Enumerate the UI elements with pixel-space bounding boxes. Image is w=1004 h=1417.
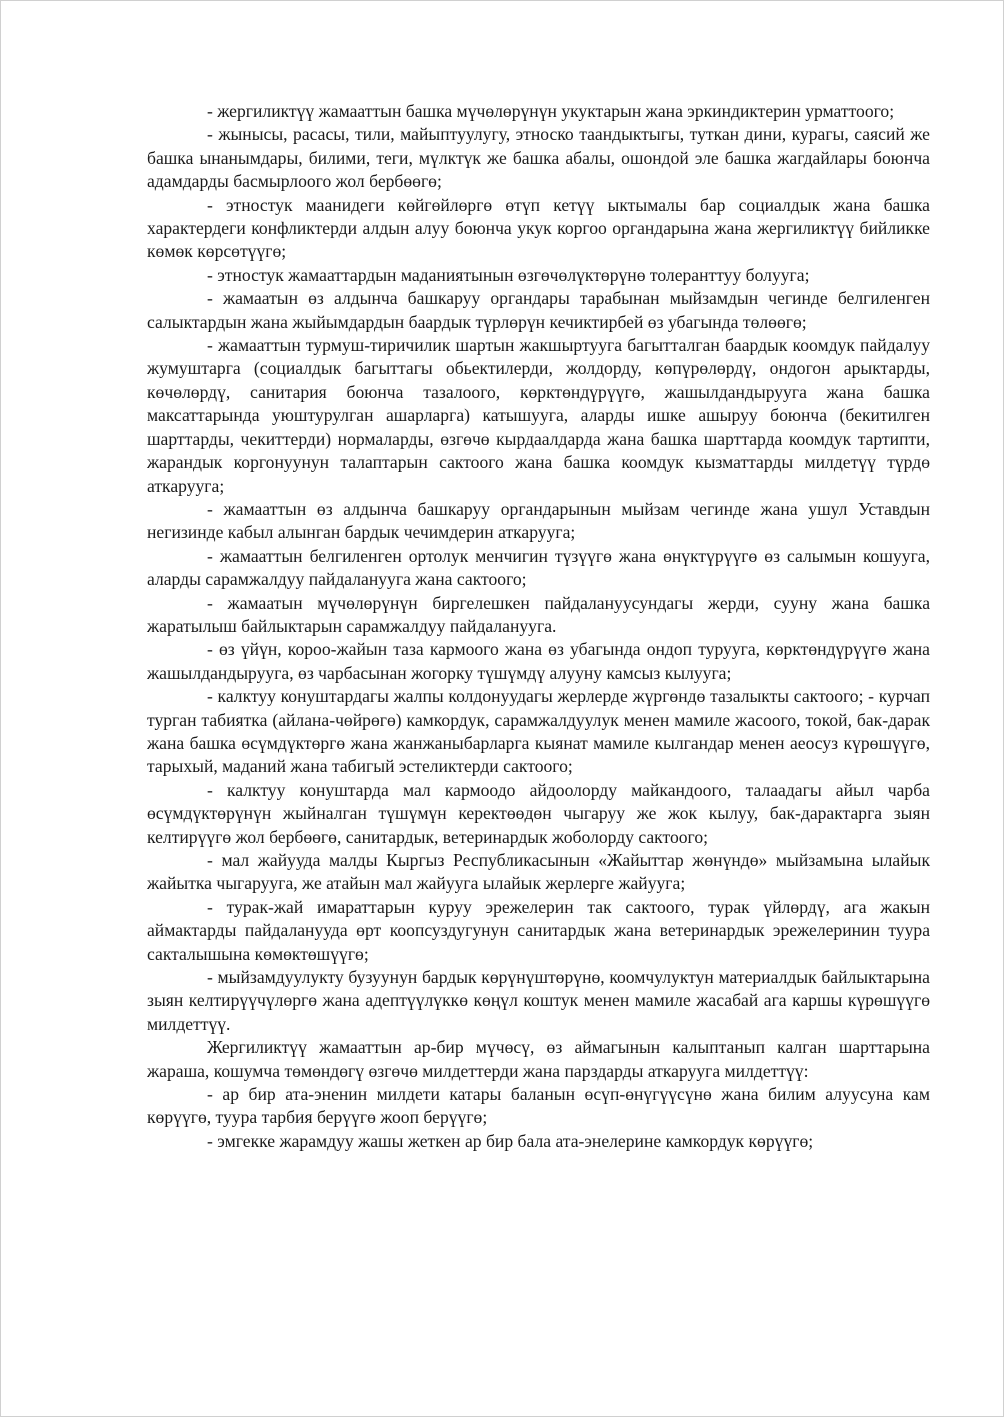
paragraph-livestock-keeping: - калктуу конуштарда мал кармоодо айдоолорду майкандоого, талаадагы айыл чарба өсүмдүктөрүнүн жыйналган түшүмүн керектөөдөн чыгаруу же жок кылуу, бак-дарактарга зыян келтирүүгө жол бербөөгө, санитардык, ветеринардык жоболорду сактоого; [147, 779, 930, 847]
paragraph-public-works: - жамааттын турмуш-тиричилик шартын жакшыртууга багытталган баардык коомдук пайдалуу жумуштарга (социалдык багыттагы обьектилерди, жолдорду, көпүрөлөрдү, ондогон арыктарды, көчөлөрдү, санитария боюнча тазалоого, көрктөндүрүүгө, жашылдандырууга жана башка максаттарында уюштурулган ашарларга) катышууга, аларды ишке ашыруу боюнча (бекитилген шарттарды, чекиттерди) нормаларды, өзгөчө кырдаалдарда жана башка шарттарда коомдук тартипти, жарандык коргонуунун талаптарын сактоого жана башка коомдук кызматтарды милдетүү түрдө аткарууга; [147, 335, 930, 496]
paragraph-parents: - ар бир ата-эненин милдети катары баланын өсүп-өнүгүүсүнө жана билим алуусуна кам көрүүгө, туура тарбия берүүгө жооп берүүгө; [147, 1084, 930, 1128]
paragraph-natural-resources: - жамаатын мүчөлөрүнүн биргелешкен пайдалануусундагы жерди, сууну жана башка жаратылыш байлыктарын сарамжалдуу пайдаланууга. [147, 592, 930, 636]
paragraph-respect-rights: - жергиликтүү жамааттын башка мүчөлөрүнүн укуктарын жана эркиндиктерин урматтоого; [207, 101, 895, 121]
paragraph-children: - эмгекке жарамдуу жашы жеткен ар бир бала ата-энелерине камкордук көрүүгө; [207, 1130, 814, 1151]
paragraph-conflict-prevention: - этностук маанидеги көйгөйлөргө өтүп кетүү ыктымалы бар социалдык жана башка характердеги конфликтерди алдын алуу боюнча укук коргоо органдарына жана жергиликтүү бийликке көмөк көрсөтүүгө; [147, 194, 930, 262]
paragraph-legality: - мыйзамдуулукту бузуунун бардык көрүнүштөрүнө, коомчулуктун материалдык байлыктарына зыян келтирүүчүлөргө жана адептүүлүккө көңүл коштук менен мамиле жасабай ага каршы күрөшүүгө милдеттүү. [147, 967, 930, 1034]
paragraph-decisions: - жамааттын өз алдынча башкаруу органдарынын мыйзам чегинде жана ушул Уставдын негизинде кабыл алынган бардык чечимдерин аткарууга; [147, 498, 930, 543]
paragraph-household: - өз үйүн, короо-жайын таза кармоого жана өз убагында ондоп турууга, көрктөндүрүүгө жана жашылдандырууга, өз чарбасынан жогорку түшүмдү алууну камсыз кылууга; [147, 639, 930, 683]
paragraph-grazing: - мал жайууда малды Кыргыз Республикасынын «Жайыттар жөнүндө» мыйзамына ылайык жайытка чыгарууга, же атайын мал жайууга ылайык жерлерге жайууга; [147, 850, 930, 894]
paragraph-taxes: - жамаатын өз алдынча башкаруу органдары тарабынан мыйзамдын чегинде белгиленген салыктардын жана жыйымдардын баардык түрлөрүн кечиктирбей өз убагында төлөөгө; [147, 288, 930, 332]
paragraph-non-discrimination: - жынысы, расасы, тили, майыптуулугу, этноско таандыктыгы, туткан дини, курагы, саясий же башка ынанымдары, билими, теги, мүлктүк же башка абалы, ошондой эле башка жагдайлары боюнча адамдарды басмырлоого жол бербөөгө; [147, 124, 930, 192]
paragraph-additional-duties: Жергиликтүү жамааттын ар-бир мүчөсү, өз аймагынын калыптанып калган шарттарына жараша, кошумча төмөндөгү өзгөчө милдеттерди жана парздарды аткарууга милдеттүү: [147, 1037, 930, 1081]
paragraph-tolerance: - этностук жамааттардын маданиятынын өзгөчөлүктөрүнө толеранттуу болууга; [207, 264, 810, 285]
paragraph-cleanliness: - калктуу конуштардагы жалпы колдонуудагы жерлерде жүргөндө тазалыкты сактоого; - курчап турган табиятка (айлана-чөйрөгө) камкордук, сарамжалдуулук менен мамиле жасоого, токой, бак-дарак жана башка өсүмдүктөргө жана жанжаныбарларга кыянат мамиле кылгандар менен аеосуз күрөшүүгө, тарыхый, маданий жана табигый эстеликтерди сактоого; [147, 686, 930, 777]
paragraph-construction-rules: - турак-жай имараттарын куруу эрежелерин так сактоого, турак үйлөрдү, ага жакын аймактарды пайдаланууда өрт коопсуздугунун санитардык жана ветеринардык эрежелеринин туура сакталышына көмөктөшүүгө; [147, 896, 930, 964]
paragraph-common-property: - жамааттын белгиленген ортолук менчигин түзүүгө жана өнүктүрүүгө өз салымын кошууга, аларды сарамжалдуу пайдаланууга жана сактоого; [147, 545, 930, 590]
document-body [147, 100, 930, 1153]
